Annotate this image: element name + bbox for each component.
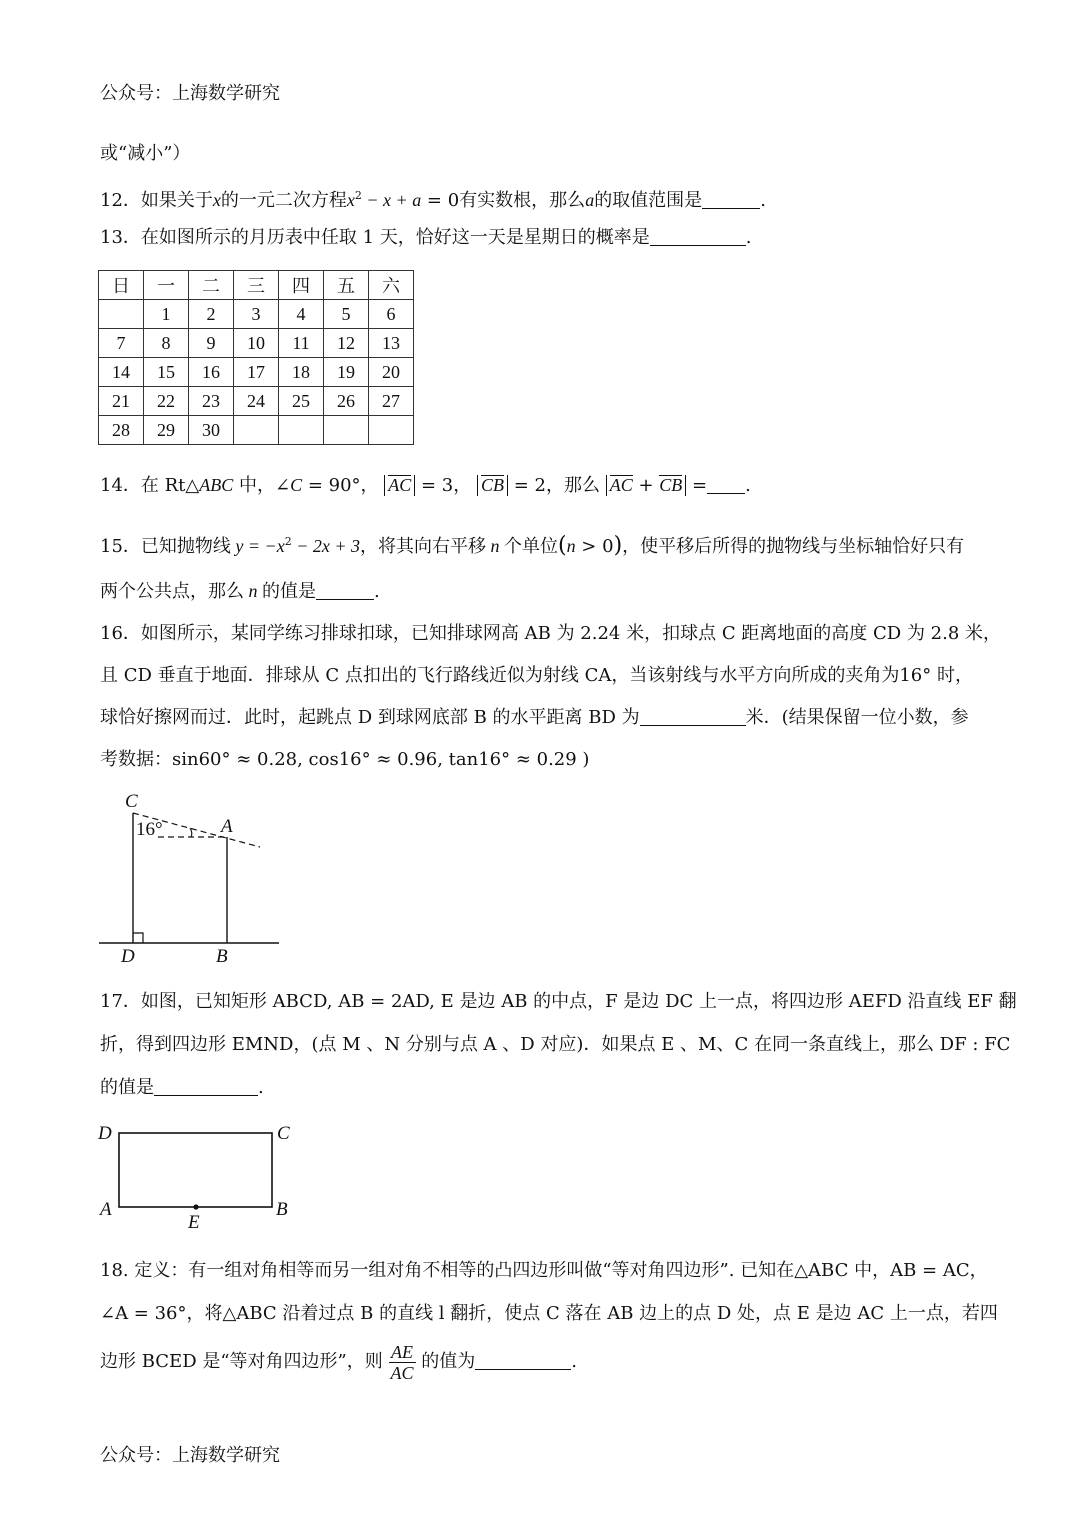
answer-blank[interactable] [475, 1351, 571, 1370]
rectangle-abcd [119, 1133, 272, 1207]
calendar-header-row: 日 一 二 三 四 五 六 [99, 271, 414, 300]
calendar-row: 14 15 16 17 18 19 20 [99, 358, 414, 387]
question-16-line3: 球恰好擦网而过．此时，起跳点 D 到球网底部 B 的水平距离 BD 为 米．(结果保留一位小数，参 [100, 707, 969, 728]
label-b: B [276, 1199, 288, 1220]
page-header: 公众号：上海数学研究 [100, 83, 280, 104]
answer-blank[interactable] [702, 190, 760, 209]
question-17-line2: 折，得到四边形 EMND，(点 M 、N 分别与点 A 、D 对应)．如果点 E 、M、C 在同一条直线上，那么 DF : FC [100, 1034, 1011, 1055]
calendar-row: 1 2 3 4 5 6 [99, 300, 414, 329]
question-15-line2: 两个公共点，那么 n 的值是 . [100, 581, 380, 602]
fraction-ae-ac: $\frac{AE}{AC}$ [390, 1341, 414, 1383]
label-a: A [100, 1199, 112, 1220]
label-angle: 16° [136, 819, 163, 840]
question-16-line4: 考数据：sin60° ≈ 0.28, cos16° ≈ 0.96, tan16° ≈ 0.29 ) [100, 749, 590, 770]
question-12: 12．如果关于x的一元二次方程$x^2 - x + a = 0$有实数根，那么a的取值范围是 . [100, 189, 766, 211]
answer-blank[interactable] [316, 581, 374, 600]
question-18-line1: 18. 定义：有一组对角相等而另一组对角不相等的凸四边形叫做“等对角四边形”. 已知在△ABC 中，AB = AC， [100, 1260, 988, 1281]
question-16-line1: 16．如图所示，某同学练习排球扣球，已知排球网高 AB 为 2.24 米，扣球点 C 距离地面的高度 CD 为 2.8 米， [100, 623, 1002, 644]
calendar-row: 21 22 23 24 25 26 27 [99, 387, 414, 416]
rectangle-figure [95, 1118, 310, 1238]
right-angle-mark [133, 933, 143, 943]
label-d: D [98, 1123, 112, 1144]
q11-tail: 或“减小”） [100, 143, 191, 164]
calendar-row: 7 8 9 10 11 12 13 [99, 329, 414, 358]
question-15-line1: 15．已知抛物线 $y = -x^2 - 2x + 3$，将其向右平移 n 个单位(n > 0)，使平移后所得的抛物线与坐标轴恰好只有 [100, 533, 965, 558]
question-14: 14．在 Rt△ABC 中，∠C = 90°， AC = 3， CB = 2，那么 AC + CB = . [100, 475, 751, 496]
answer-blank[interactable] [707, 475, 745, 494]
label-d: D [121, 946, 135, 967]
answer-blank[interactable] [154, 1077, 258, 1096]
question-17-line3: 的值是 . [100, 1077, 264, 1098]
calendar-row: 28 29 30 [99, 416, 414, 445]
page-footer: 公众号：上海数学研究 [100, 1445, 280, 1466]
calendar-table [98, 270, 414, 445]
angle-arc [190, 828, 192, 837]
question-18-line2: ∠A = 36°，将△ABC 沿着过点 B 的直线 l 翻折，使点 C 落在 AB 边上的点 D 处，点 E 是边 AC 上一点，若四 [100, 1303, 998, 1324]
question-16-line2: 且 CD 垂直于地面．排球从 C 点扣出的飞行路线近似为射线 CA，当该射线与水平方向所成的夹角为16° 时， [100, 665, 973, 686]
label-e: E [188, 1212, 200, 1233]
answer-blank[interactable] [640, 707, 746, 726]
volleyball-net-figure [90, 785, 290, 970]
question-13: 13．在如图所示的月历表中任取 1 天，恰好这一天是星期日的概率是 . [100, 227, 752, 248]
label-c: C [125, 791, 138, 812]
answer-blank[interactable] [650, 227, 746, 246]
question-18-line3: 边形 BCED 是“等对角四边形”，则 $\frac{AE}{AC}$ 的值为 . [100, 1341, 577, 1383]
label-c: C [277, 1123, 290, 1144]
question-17-line1: 17．如图，已知矩形 ABCD, AB = 2AD, E 是边 AB 的中点，F 是边 DC 上一点，将四边形 AEFD 沿直线 EF 翻 [100, 991, 1017, 1012]
label-a: A [221, 816, 233, 837]
point-e [193, 1204, 198, 1209]
label-b: B [216, 946, 228, 967]
